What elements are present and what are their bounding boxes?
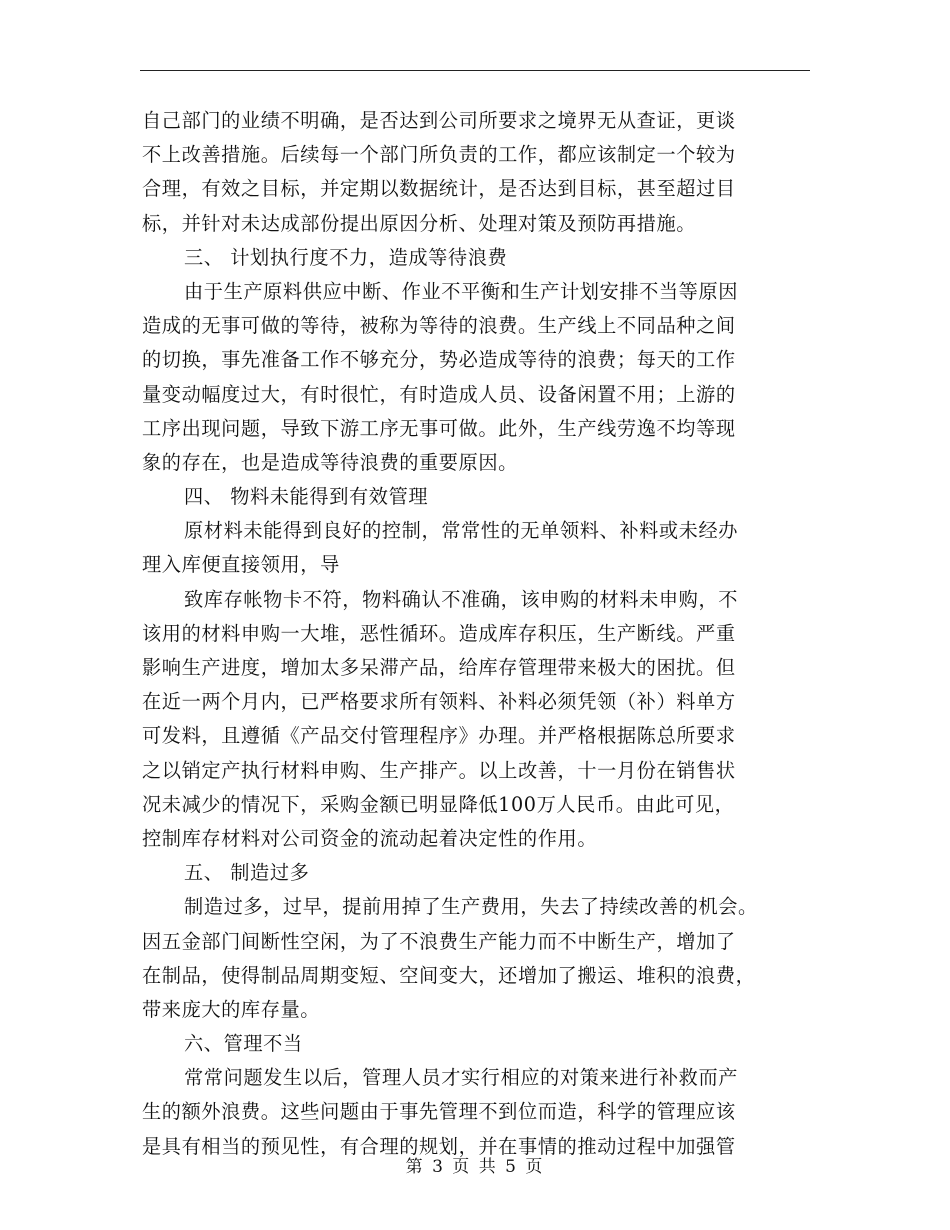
text-line: 造成的无事可做的等待，被称为等待的浪费。生产线上不同品种之间: [142, 314, 736, 338]
text-line: 自己部门的业绩不明确，是否达到公司所要求之境界无从查证，更谈: [142, 109, 736, 132]
paragraph-start: 原材料未能得到良好的控制，常常性的无单领料、补料或未经办: [184, 519, 739, 543]
text-line: 工序出现问题，导致下游工序无事可做。此外，生产线劳逸不均等现: [142, 416, 736, 440]
text-line: 的切换，事先准备工作不够充分，势必造成等待的浪费；每天的工作: [142, 348, 736, 372]
document-body: [142, 104, 812, 1164]
text-line: 量变动幅度过大，有时很忙，有时造成人员、设备闲置不用；上游的: [142, 382, 736, 406]
text-line: 合理，有效之目标，并定期以数据统计，是否达到目标，甚至超过目: [142, 177, 736, 201]
paragraph-start: 由于生产原料供应中断、作业不平衡和生产计划安排不当等原因: [184, 279, 739, 303]
text-line: 在制品，使得制品周期变短、空间变大，还增加了搬运、堆积的浪费，: [142, 963, 756, 987]
section-heading: 六、管理不当: [184, 1032, 303, 1056]
text-line: 带来庞大的库存量。: [142, 997, 321, 1021]
text-line: 理入库便直接领用，导: [142, 553, 340, 577]
text-line: 不上改善措施。后续每一个部门所负责的工作，都应该制定一个较为: [142, 143, 736, 167]
text-line: 之以销定产执行材料申购、生产排产。以上改善，十一月份在销售状: [142, 758, 736, 782]
page-number-footer: 第 3 页 共 5 页: [405, 1157, 545, 1177]
header-rule: [140, 70, 810, 71]
section-heading: 四、 物料未能得到有效管理: [184, 485, 429, 509]
text-line: 况未减少的情况下，采购金额已明显降低100万人民币。由此可见，: [142, 792, 735, 816]
text-line: 象的存在，也是造成等待浪费的重要原因。: [142, 450, 518, 474]
text-line: 生的额外浪费。这些问题由于事先管理不到位而造，科学的管理应该: [142, 1100, 736, 1124]
paragraph-start: 常常问题发生以后，管理人员才实行相应的对策来进行补救而产: [184, 1066, 739, 1090]
paragraph-start: 致库存帐物卡不符，物料确认不准确，该申购的材料未申购，不: [184, 587, 739, 611]
text-line: 因五金部门间断性空闲，为了不浪费生产能力而不中断生产，增加了: [142, 929, 736, 953]
text-line: 在近一两个月内，已严格要求所有领料、补料必须凭领（补）料单方: [142, 690, 736, 714]
text-line: 是具有相当的预见性，有合理的规划，并在事情的推动过程中加强管: [142, 1134, 736, 1158]
text-line: 控制库存材料对公司资金的流动起着决定性的作用。: [142, 826, 598, 850]
section-heading: 三、 计划执行度不力，造成等待浪费: [184, 245, 508, 269]
text-line: 标，并针对未达成部份提出原因分析、处理对策及预防再措施。: [142, 211, 697, 235]
text-line: 影响生产进度，增加太多呆滞产品，给库存管理带来极大的困扰。但: [142, 656, 736, 679]
section-heading: 五、 制造过多: [184, 861, 310, 885]
paragraph-start: 制造过多，过早，提前用掉了生产费用，失去了持续改善的机会。: [184, 895, 758, 919]
text-line: 该用的材料申购一大堆，恶性循环。造成库存积压，生产断线。严重: [142, 621, 736, 645]
text-line: 可发料，且遵循《产品交付管理程序》办理。并严格根据陈总所要求: [142, 724, 736, 748]
